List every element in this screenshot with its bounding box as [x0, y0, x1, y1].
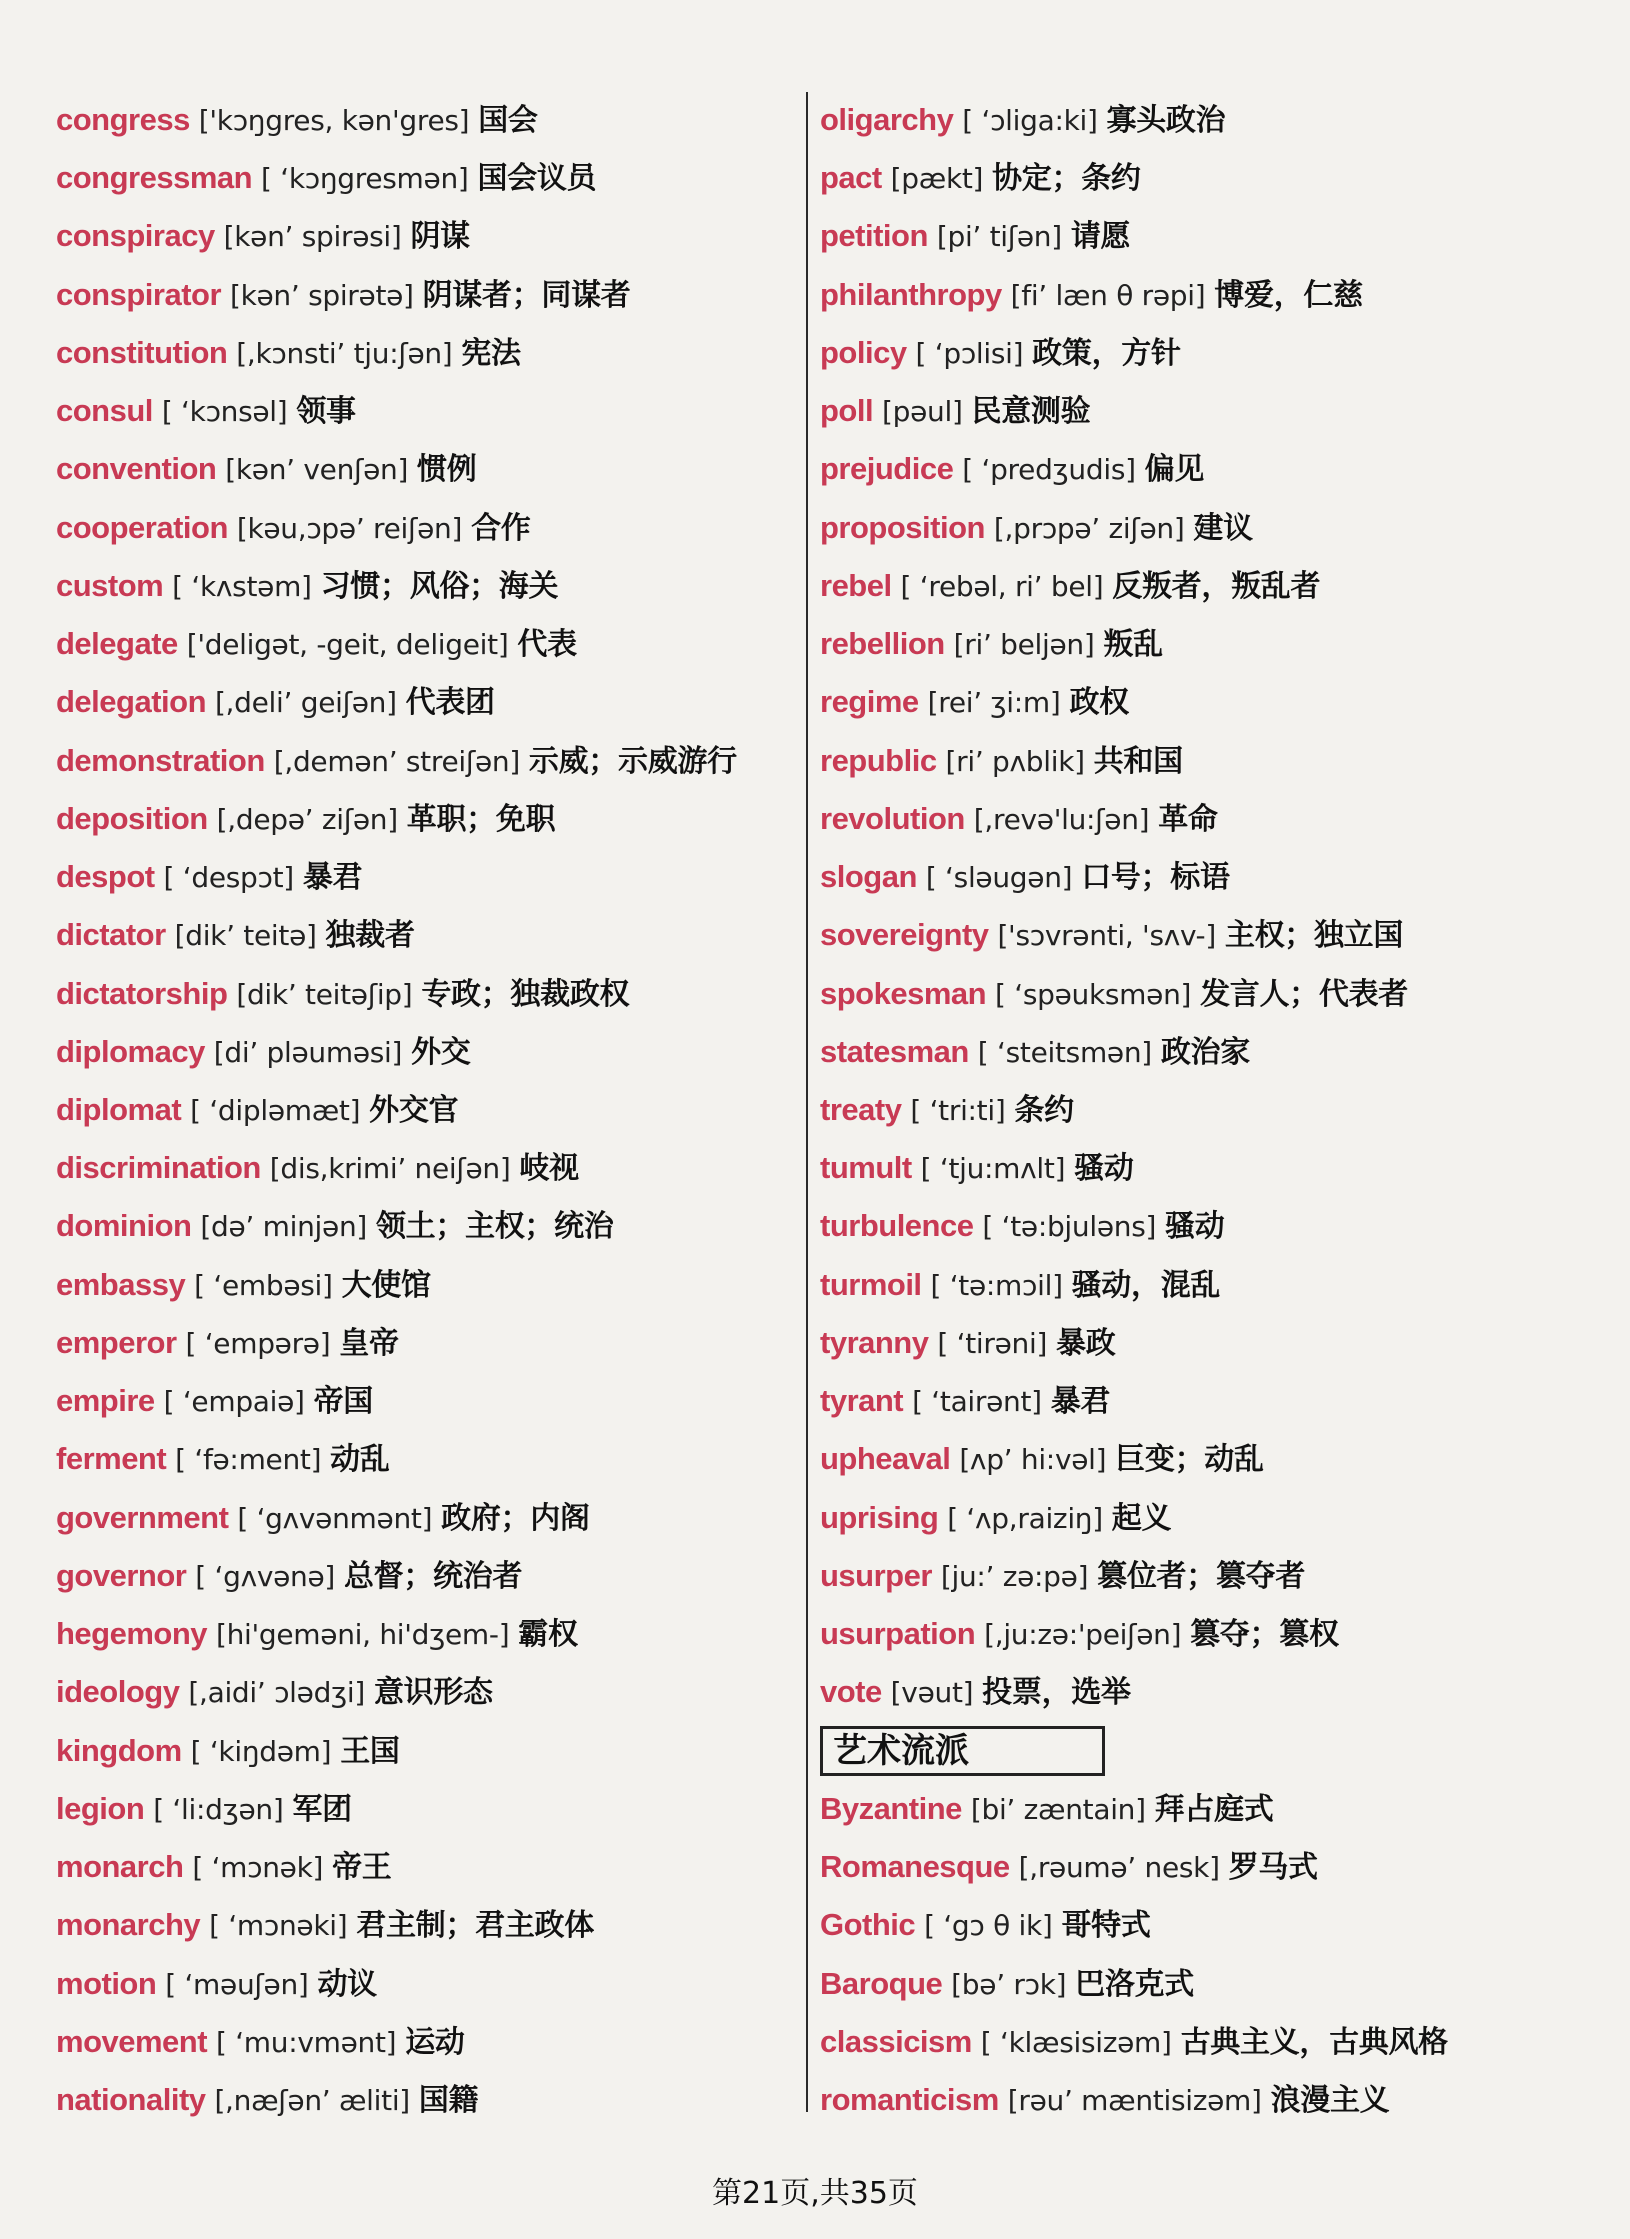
headword: emperor	[56, 1324, 177, 1360]
headword: movement	[56, 2023, 208, 2059]
meaning: 骚动，混乱	[1071, 1267, 1221, 1303]
vocab-entry	[56, 677, 791, 727]
vocab-entry	[820, 794, 1570, 844]
pronunciation: [ju:’ zə:pə]	[940, 1559, 1089, 1593]
pronunciation: [dis,krimi’ neiʃən]	[269, 1152, 511, 1186]
headword: consul	[56, 393, 153, 429]
pronunciation: [,depə’ ziʃən]	[216, 802, 398, 836]
pronunciation: [ ‘rebəl, ri’ bel]	[900, 569, 1104, 603]
meaning: 叛乱	[1103, 627, 1163, 663]
headword: prejudice	[820, 451, 954, 487]
headword: conspiracy	[56, 218, 215, 254]
meaning: 国籍	[418, 2082, 479, 2118]
pronunciation: [kən’ spirəsi]	[223, 220, 402, 254]
vocab-entry	[56, 1609, 791, 1659]
headword: deposition	[56, 800, 208, 836]
meaning: 大使馆	[341, 1267, 431, 1303]
vocab-entry	[56, 2075, 791, 2125]
vocab-entry	[820, 1959, 1570, 2009]
headword: delegate	[56, 626, 178, 662]
headword: empire	[56, 1383, 155, 1419]
vocab-entry	[820, 1551, 1570, 1601]
headword: convention	[56, 451, 217, 487]
pronunciation: [,deli’ geiʃən]	[214, 686, 397, 720]
meaning: 反叛者，叛乱者	[1112, 568, 1321, 604]
headword: uprising	[820, 1499, 939, 1535]
meaning: 协定；条约	[992, 161, 1141, 197]
headword: usurpation	[820, 1616, 976, 1652]
meaning: 国会议员	[477, 161, 597, 197]
pronunciation: [ ‘pɔlisi]	[915, 336, 1024, 370]
headword: dominion	[56, 1208, 192, 1244]
meaning: 代表团	[405, 685, 495, 721]
vocab-entry	[56, 328, 791, 378]
meaning: 请愿	[1070, 219, 1131, 255]
meaning: 偏见	[1144, 452, 1205, 488]
vocab-entry	[820, 1784, 1570, 1834]
vocab-entry	[56, 153, 791, 203]
vocab-entry	[56, 619, 791, 669]
pronunciation: ['sɔvrənti, 'sʌv-]	[997, 919, 1216, 953]
right-column	[820, 95, 1570, 2125]
headword: legion	[56, 1790, 145, 1826]
meaning: 建议	[1193, 510, 1253, 546]
headword: usurper	[820, 1557, 932, 1593]
vocab-entry	[56, 444, 791, 494]
meaning: 领土；主权；统治	[375, 1209, 614, 1245]
meaning: 帝国	[313, 1384, 374, 1420]
pronunciation: [ ‘mɔnəki]	[209, 1909, 348, 1943]
meaning: 阴谋	[410, 219, 470, 255]
meaning: 独裁者	[325, 918, 415, 954]
pronunciation: [rəu’ mæntisizəm]	[1007, 2083, 1262, 2117]
vocab-entry	[820, 2075, 1570, 2125]
vocab-entry	[56, 95, 791, 145]
pronunciation: [,ju:zə:'peiʃən]	[984, 1618, 1182, 1652]
pronunciation: [ ‘embəsi]	[194, 1268, 333, 1302]
pronunciation: [,næʃən’ æliti]	[214, 2083, 410, 2117]
pronunciation: [ ‘mu:vmənt]	[215, 2025, 397, 2059]
vocab-entry	[56, 2017, 791, 2067]
headword: ferment	[56, 1441, 167, 1477]
headword: diplomacy	[56, 1033, 205, 1069]
pronunciation: [,aidi’ ɔlədʒi]	[188, 1676, 366, 1710]
meaning: 发言人；代表者	[1200, 976, 1408, 1012]
headword: tyrant	[820, 1383, 904, 1419]
vocab-entry	[820, 270, 1570, 320]
meaning: 代表	[517, 627, 577, 663]
headword: governor	[56, 1557, 187, 1593]
vocab-entry	[56, 1376, 791, 1426]
headword: Gothic	[820, 1907, 916, 1943]
meaning: 骚动	[1074, 1151, 1134, 1187]
meaning: 巨变；动乱	[1115, 1442, 1264, 1478]
meaning: 动乱	[330, 1442, 390, 1478]
meaning: 政权	[1069, 685, 1129, 721]
pronunciation: [ ‘sləugən]	[925, 861, 1073, 895]
meaning: 外交	[411, 1034, 471, 1070]
meaning: 口号；标语	[1081, 860, 1230, 896]
vocab-entry	[56, 852, 791, 902]
pronunciation: [ ‘tə:bjuləns]	[982, 1210, 1157, 1244]
pronunciation: [ ‘kiŋdəm]	[190, 1734, 332, 1768]
headword: classicism	[820, 2023, 972, 2059]
pronunciation: [bə’ rɔk]	[951, 1967, 1067, 2001]
headword: slogan	[820, 859, 917, 895]
headword: congress	[56, 102, 190, 137]
pronunciation: [ ‘dipləmæt]	[190, 1093, 361, 1127]
meaning: 寡头政治	[1106, 103, 1226, 138]
pronunciation: [,revə'lu:ʃən]	[973, 802, 1150, 836]
vocab-entry	[820, 852, 1570, 902]
column-divider	[806, 92, 808, 2112]
vocab-entry	[820, 386, 1570, 436]
headword: constitution	[56, 334, 228, 370]
vocab-entry	[56, 1900, 791, 1950]
pronunciation: [rei’ ʒi:m]	[927, 686, 1061, 720]
vocab-entry	[56, 1085, 791, 1135]
headword: romanticism	[820, 2081, 999, 2117]
headword: proposition	[820, 509, 985, 545]
vocab-entry	[820, 1143, 1570, 1193]
pronunciation: [ ‘tri:ti]	[910, 1093, 1006, 1127]
headword: hegemony	[56, 1616, 208, 1652]
vocab-entry	[56, 503, 791, 553]
meaning: 动议	[317, 1966, 377, 2002]
headword: Byzantine	[820, 1790, 962, 1826]
vocab-entry	[56, 1667, 791, 1717]
meaning: 哥特式	[1061, 1908, 1151, 1944]
pronunciation: ['kɔŋgres, kən'gres]	[198, 104, 470, 137]
pronunciation: [ ‘mɔnək]	[192, 1851, 324, 1885]
meaning: 暴君	[1050, 1384, 1111, 1420]
meaning: 民意测验	[971, 394, 1091, 430]
vocab-entry	[820, 153, 1570, 203]
headword: despot	[56, 859, 155, 895]
headword: spokesman	[820, 975, 987, 1011]
meaning: 古典主义，古典风格	[1180, 2024, 1448, 2060]
pronunciation: [,kɔnsti’ tju:ʃən]	[236, 336, 453, 370]
meaning: 博爱，仁慈	[1214, 277, 1363, 313]
pronunciation: [dik’ teitəʃip]	[236, 977, 413, 1011]
headword: petition	[820, 218, 928, 254]
pronunciation: [,prɔpə’ ziʃən]	[993, 511, 1185, 545]
vocab-entry	[820, 969, 1570, 1019]
left-column	[56, 95, 791, 2125]
headword: treaty	[820, 1091, 902, 1127]
meaning: 王国	[340, 1733, 400, 1769]
headword: pact	[820, 160, 882, 196]
meaning: 政府；内阁	[441, 1500, 590, 1536]
headword: revolution	[820, 800, 965, 836]
vocab-entry	[56, 1959, 791, 2009]
meaning: 合作	[471, 510, 531, 546]
meaning: 帝王	[332, 1850, 392, 1886]
meaning: 习惯；风俗；海关	[320, 568, 559, 604]
pronunciation: [ ‘despɔt]	[163, 861, 294, 895]
pronunciation: [kən’ spirətə]	[229, 278, 414, 312]
headword: dictatorship	[56, 975, 228, 1011]
meaning: 政治家	[1160, 1034, 1250, 1070]
meaning: 罗马式	[1228, 1850, 1318, 1886]
headword: discrimination	[56, 1150, 261, 1186]
meaning: 暴君	[302, 860, 363, 896]
meaning: 篡位者；篡夺者	[1097, 1558, 1306, 1594]
pronunciation: [də’ minjən]	[200, 1210, 368, 1244]
pronunciation: [vəut]	[890, 1676, 974, 1710]
pronunciation: [ ‘steitsmən]	[977, 1035, 1152, 1069]
headword: Romanesque	[820, 1849, 1010, 1885]
meaning: 主权；独立国	[1224, 918, 1404, 954]
meaning: 起义	[1111, 1500, 1172, 1536]
pronunciation: [ʌp’ hi:vəl]	[959, 1443, 1107, 1477]
vocab-entry	[820, 736, 1570, 786]
meaning: 骚动	[1165, 1209, 1225, 1245]
pronunciation: [ ‘gʌvənə]	[195, 1559, 336, 1593]
pronunciation: [bi’ zæntain]	[970, 1792, 1146, 1826]
vocab-entry	[56, 1493, 791, 1543]
pronunciation: [ ‘empərə]	[185, 1326, 331, 1360]
pronunciation: [ ‘gɔ θ ik]	[924, 1909, 1053, 1943]
pronunciation: [ ‘məuʃən]	[165, 1967, 309, 2001]
pronunciation: [,demən’ streiʃən]	[273, 744, 520, 778]
headword: demonstration	[56, 742, 265, 778]
vocab-entry	[56, 1143, 791, 1193]
pronunciation: [di’ pləuməsi]	[213, 1035, 403, 1069]
vocab-entry	[56, 1434, 791, 1484]
headword: tyranny	[820, 1324, 929, 1360]
pronunciation: [ ‘klæsisizəm]	[980, 2025, 1172, 2059]
vocab-entry	[56, 386, 791, 436]
meaning: 暴政	[1056, 1325, 1116, 1361]
headword: diplomat	[56, 1091, 182, 1127]
vocab-entry	[820, 677, 1570, 727]
headword: poll	[820, 393, 874, 429]
headword: cooperation	[56, 509, 228, 545]
vocab-entry	[820, 1493, 1570, 1543]
pronunciation: [hi'geməni, hi'dʒem-]	[215, 1618, 510, 1652]
meaning: 运动	[405, 2024, 465, 2060]
pronunciation: [ ‘fə:ment]	[175, 1443, 322, 1477]
pronunciation: [ri’ beljən]	[953, 628, 1095, 662]
pronunciation: [ ‘li:dʒən]	[153, 1792, 284, 1826]
pronunciation: [,rəumə’ nesk]	[1018, 1851, 1220, 1885]
headword: republic	[820, 742, 937, 778]
headword: ideology	[56, 1674, 180, 1710]
vocab-entry	[56, 1842, 791, 1892]
meaning: 惯例	[417, 452, 477, 488]
headword: rebellion	[820, 626, 945, 662]
headword: kingdom	[56, 1732, 182, 1768]
headword: custom	[56, 567, 164, 603]
headword: oligarchy	[820, 102, 954, 137]
headword: upheaval	[820, 1441, 951, 1477]
vocab-entry	[56, 1726, 791, 1776]
headword: conspirator	[56, 276, 222, 312]
vocab-entry	[820, 95, 1570, 145]
meaning: 专政；独裁政权	[421, 976, 630, 1012]
pronunciation: [dik’ teitə]	[174, 919, 317, 953]
meaning: 巴洛克式	[1075, 1966, 1194, 2002]
page-footer: 第21页,共35页	[712, 2176, 918, 2211]
meaning: 阴谋者；同谋者	[422, 277, 631, 313]
meaning: 革命	[1158, 801, 1218, 837]
pronunciation: [ ‘tə:mɔil]	[930, 1268, 1063, 1302]
vocab-entry	[56, 211, 791, 261]
vocab-entry	[820, 328, 1570, 378]
headword: nationality	[56, 2081, 206, 2117]
vocab-entry	[820, 1667, 1570, 1717]
headword: turmoil	[820, 1266, 922, 1302]
headword: vote	[820, 1674, 882, 1710]
vocab-entry	[56, 1027, 791, 1077]
meaning: 皇帝	[339, 1325, 399, 1361]
pronunciation: [ ‘tairənt]	[912, 1385, 1042, 1419]
vocab-entry	[56, 910, 791, 960]
vocab-entry	[820, 2017, 1570, 2067]
meaning: 拜占庭式	[1154, 1791, 1274, 1827]
pronunciation: [ ‘tirəni]	[937, 1326, 1048, 1360]
meaning: 宪法	[461, 335, 521, 371]
headword: tumult	[820, 1150, 912, 1186]
headword: sovereignty	[820, 917, 989, 953]
vocab-entry	[820, 503, 1570, 553]
pronunciation: [ri’ pʌblik]	[945, 744, 1085, 778]
headword: dictator	[56, 917, 166, 953]
vocab-entry	[56, 736, 791, 786]
vocab-entry	[820, 1260, 1570, 1310]
vocab-entry	[820, 1842, 1570, 1892]
meaning: 霸权	[518, 1617, 578, 1653]
meaning: 意识形态	[373, 1675, 493, 1711]
meaning: 岐视	[519, 1151, 579, 1187]
vocab-entry	[820, 1201, 1570, 1251]
headword: motion	[56, 1965, 157, 2001]
vocab-entry	[820, 1085, 1570, 1135]
headword: monarchy	[56, 1907, 201, 1943]
section-heading: 艺术流派	[820, 1726, 1105, 1776]
headword: rebel	[820, 567, 892, 603]
vocab-entry	[820, 1900, 1570, 1950]
pronunciation: [pi’ tiʃən]	[936, 220, 1062, 254]
vocab-entry	[820, 444, 1570, 494]
vocab-entry	[56, 794, 791, 844]
headword: congressman	[56, 160, 253, 196]
meaning: 示威；示威游行	[528, 743, 737, 779]
headword: government	[56, 1499, 229, 1535]
headword: philanthropy	[820, 276, 1002, 312]
meaning: 领事	[296, 394, 356, 430]
meaning: 政策，方针	[1032, 335, 1181, 371]
meaning: 浪漫主义	[1270, 2082, 1390, 2118]
vocab-entry	[820, 910, 1570, 960]
meaning: 革职；免职	[406, 801, 556, 837]
vocab-entry	[56, 270, 791, 320]
meaning: 投票，选举	[982, 1675, 1131, 1711]
pronunciation: [kən’ venʃən]	[225, 453, 409, 487]
meaning: 共和国	[1093, 743, 1183, 779]
pronunciation: [fi’ læn θ rəpi]	[1010, 278, 1206, 312]
meaning: 君主制；君主政体	[356, 1908, 594, 1944]
pronunciation: [pəul]	[882, 395, 963, 429]
pronunciation: [ ‘tju:mʌlt]	[920, 1152, 1066, 1186]
pronunciation: [ ‘empaiə]	[163, 1385, 305, 1419]
pronunciation: [ ‘ɔliga:ki]	[962, 104, 1098, 137]
vocab-entry	[820, 1027, 1570, 1077]
pronunciation: [ ‘kʌstəm]	[172, 569, 312, 603]
headword: Baroque	[820, 1965, 943, 2001]
pronunciation: [ ‘kɔnsəl]	[161, 395, 288, 429]
vocab-entry	[820, 1434, 1570, 1484]
pronunciation: [ ‘gʌvənmənt]	[237, 1501, 433, 1535]
pronunciation: [kəu,ɔpə’ reiʃən]	[236, 511, 463, 545]
vocab-entry	[820, 1609, 1570, 1659]
headword: embassy	[56, 1266, 186, 1302]
meaning: 篡夺；篡权	[1190, 1617, 1339, 1653]
meaning: 总督；统治者	[343, 1558, 523, 1594]
meaning: 国会	[478, 103, 538, 138]
pronunciation: ['deligət, -geit, deligeit]	[186, 628, 509, 662]
pronunciation: [ ‘ʌp,raiziŋ]	[947, 1501, 1103, 1535]
meaning: 条约	[1014, 1092, 1074, 1128]
headword: statesman	[820, 1033, 969, 1069]
vocab-entry	[56, 969, 791, 1019]
pronunciation: [ ‘kɔŋgresmən]	[261, 162, 469, 196]
vocab-entry	[820, 211, 1570, 261]
headword: policy	[820, 334, 907, 370]
vocab-entry	[56, 1551, 791, 1601]
headword: delegation	[56, 684, 207, 720]
vocab-entry	[820, 619, 1570, 669]
pronunciation: [pækt]	[890, 162, 984, 196]
meaning: 军团	[292, 1791, 352, 1827]
vocab-entry	[820, 561, 1570, 611]
vocab-entry	[56, 1784, 791, 1834]
pronunciation: [ ‘predʒudis]	[962, 453, 1136, 487]
vocab-entry	[820, 1318, 1570, 1368]
vocab-entry	[56, 1260, 791, 1310]
vocab-entry	[820, 1376, 1570, 1426]
pronunciation: [ ‘spəuksmən]	[995, 977, 1192, 1011]
meaning: 外交官	[369, 1092, 459, 1128]
vocab-entry	[56, 561, 791, 611]
headword: regime	[820, 684, 919, 720]
headword: turbulence	[820, 1208, 974, 1244]
vocab-entry	[56, 1201, 791, 1251]
vocab-entry	[56, 1318, 791, 1368]
headword: monarch	[56, 1849, 184, 1885]
